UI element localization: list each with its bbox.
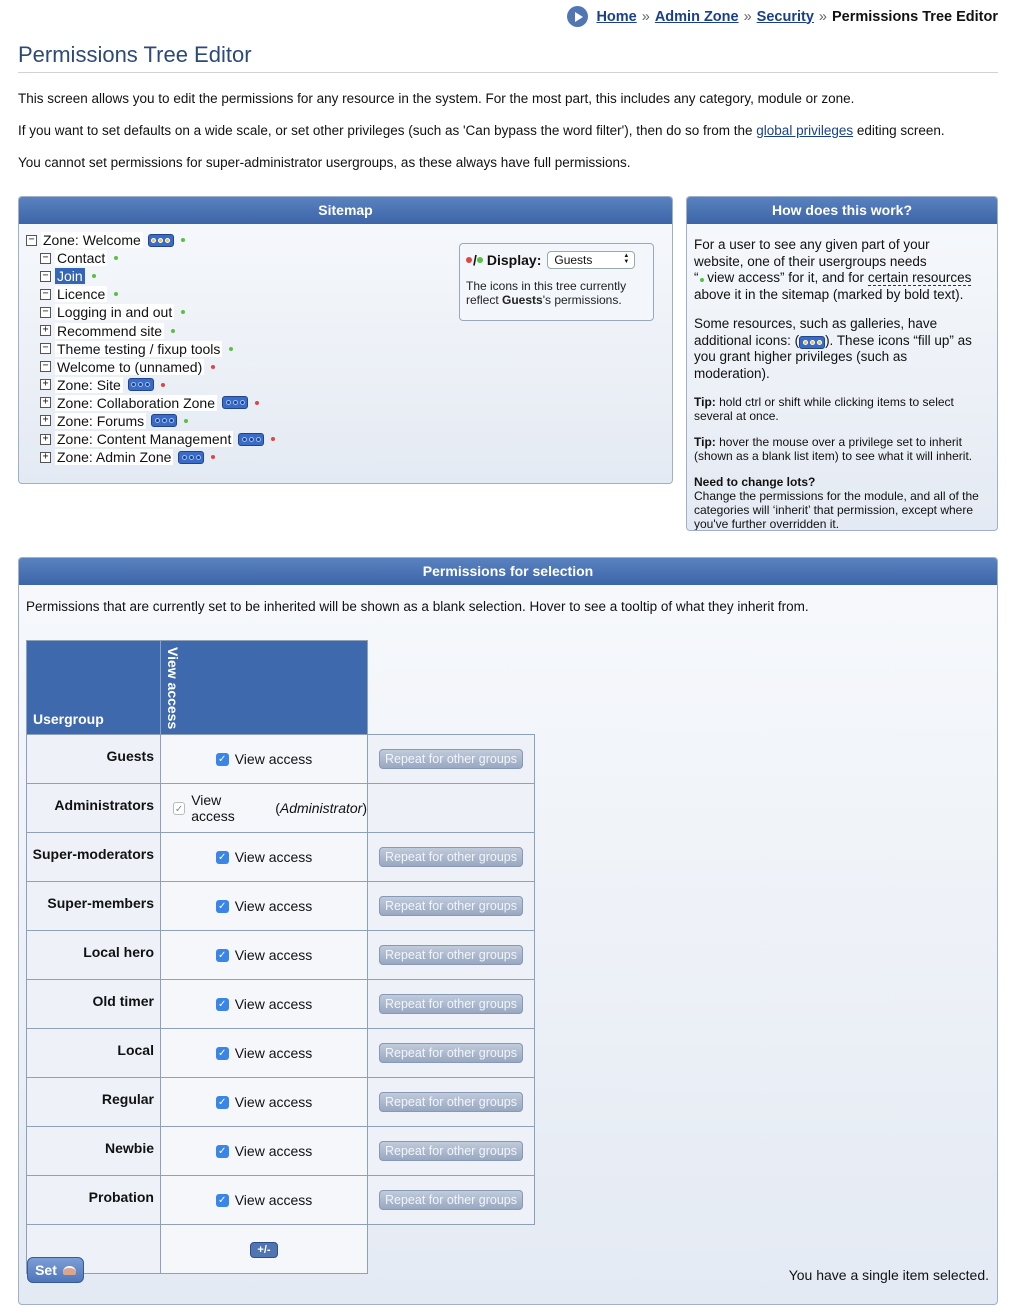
repeat-for-other-groups-button[interactable]: Repeat for other groups [379,847,523,867]
usergroup-name: Local hero [27,931,161,980]
expand-icon[interactable]: + [40,397,51,408]
table-row [27,882,535,931]
collapse-icon[interactable]: − [40,271,51,282]
usergroup-name: Regular [27,1078,161,1127]
view-access-cell [161,833,368,882]
sitemap-title: Sitemap [19,197,672,224]
view-access-cell [161,735,368,784]
breadcrumb-security-link[interactable]: Security [756,8,814,25]
checkbox[interactable]: ✓ [216,1096,229,1109]
repeat-cell [368,1127,535,1176]
usergroup-name: Guests [27,735,161,784]
sitemap-node[interactable] [26,321,275,339]
sitemap-node[interactable] [26,448,275,466]
sitemap-node-label[interactable]: Zone: Forums [57,412,145,429]
help-text: above it in the sitemap (marked by bold text). [694,286,964,302]
privilege-badge-icon [238,433,264,446]
table-row [27,1176,535,1225]
sitemap-node-label[interactable]: Logging in and out [57,304,173,321]
repeat-for-other-groups-button[interactable]: Repeat for other groups [379,1190,523,1210]
help-paragraph [694,316,979,382]
help-lots [694,475,979,531]
help-text: hover the mouse over a privilege set to inherit (shown as a blank list item) to see what it will inherit. [694,435,973,463]
checkbox[interactable]: ✓ [216,851,229,864]
collapse-icon[interactable]: − [40,289,51,300]
privilege-badge-icon [178,451,204,464]
expand-icon[interactable]: + [40,379,51,390]
sitemap-node[interactable] [26,358,275,376]
sitemap-node[interactable] [26,249,275,267]
sitemap-node[interactable] [26,285,275,303]
collapse-icon[interactable]: − [40,361,51,372]
empty-header [368,641,535,735]
table-row [27,980,535,1029]
green-dot-icon [92,274,96,278]
repeat-for-other-groups-button[interactable]: Repeat for other groups [379,1043,523,1063]
footer-cell [368,1225,535,1274]
red-dot-icon [255,401,259,405]
display-note-group: Guests [502,293,543,307]
display-note-text: The icons in this tree currently reflect [466,279,627,307]
view-access-cell [161,1078,368,1127]
help-text: ). These icons “fill up” as you grant higher privileges (such as moderation). [694,332,972,381]
help-panel [686,196,998,531]
repeat-cell-empty [368,784,535,833]
sitemap-node-label[interactable]: Zone: Admin Zone [57,449,172,466]
permissions-panel [18,557,998,1305]
expand-icon[interactable]: + [40,434,51,445]
help-paragraph [694,237,979,303]
display-box: / Display: Guests ▲ ▼ The icons in this tree currently reflect Guests's permissions. [459,243,654,321]
breadcrumb-admin-zone-link[interactable]: Admin Zone [654,8,739,25]
checkbox-disabled: ✓ [174,803,184,815]
view-access-label: View access [234,751,313,767]
sitemap-node[interactable] [26,412,275,430]
view-access-cell [161,784,368,833]
page-title: Permissions Tree Editor [18,42,998,73]
view-access-cell [161,1176,368,1225]
repeat-cell [368,833,535,882]
usergroup-name: Administrators [27,784,161,833]
sitemap-node[interactable] [26,394,275,412]
repeat-cell [368,931,535,980]
usergroup-header: Usergroup [27,641,161,735]
red-dot-icon [211,455,215,459]
intro-text: This screen allows you to edit the permissions for any resource in the system. For the most part, this includes any category, module or zone. [18,91,855,106]
view-access-header-label: View access [165,647,181,730]
breadcrumb-separator: » [818,8,827,25]
view-access-label: View access [234,1143,313,1159]
footer-cell [161,1225,368,1274]
usergroup-name: Probation [27,1176,161,1225]
set-button[interactable] [27,1257,84,1283]
expand-icon[interactable]: + [40,452,51,463]
view-access-cell [161,931,368,980]
green-dot-icon [171,329,175,333]
intro-text-part: If you want to set defaults on a wide scale, or set other privileges (such as 'Can bypass the word filter'), then do so from the [18,123,757,138]
sitemap-node[interactable] [26,376,275,394]
green-dot-icon [181,310,185,314]
sitemap-node-label[interactable]: Contact [57,250,106,267]
help-content [694,237,979,531]
help-text: “ [694,270,699,285]
display-usergroup-select[interactable]: Guests ▲ ▼ [547,251,635,269]
intro-text-part: editing screen. [853,123,945,138]
red-dot-icon [466,257,472,263]
table-row [27,1029,535,1078]
sitemap-node-label[interactable]: Recommend site [57,322,163,339]
view-access-cell [161,980,368,1029]
help-text: view access” for it, and for [703,270,868,285]
intro-text-global [18,123,945,138]
repeat-for-other-groups-button[interactable]: Repeat for other groups [379,994,523,1014]
permissions-title: Permissions for selection [19,558,997,585]
checkbox[interactable]: ✓ [216,1047,229,1060]
checkbox[interactable]: ✓ [216,949,229,962]
green-dot-icon [181,238,185,242]
sitemap-node[interactable] [26,340,275,358]
privilege-badge-icon [222,396,248,409]
green-dot-icon [184,419,188,423]
breadcrumb-home-link[interactable]: Home [596,8,637,25]
green-dot-icon [229,347,233,351]
set-button-label: Set [35,1262,57,1278]
view-access-label: View access [234,996,313,1012]
sitemap-node[interactable] [26,303,275,321]
sitemap-node-label[interactable]: Licence [57,286,106,303]
sitemap-node[interactable] [26,430,275,448]
help-text: For a user to see any given part of your website, one of their usergroups needs [694,237,930,269]
table-row [27,833,535,882]
play-icon [567,6,588,27]
red-dot-icon [161,383,165,387]
checkbox[interactable]: ✓ [216,1194,229,1207]
privilege-badge-icon [128,378,154,391]
privilege-badge-icon [148,234,174,247]
breadcrumb-separator: » [743,8,752,25]
expand-icon[interactable]: + [40,325,51,336]
privilege-badge-icon [799,336,825,349]
view-access-label: View access [234,898,313,914]
tip-label: Tip: [694,435,716,449]
help-title: How does this work? [687,197,997,224]
sitemap-node-label[interactable]: Join [57,268,83,285]
view-access-header [161,641,368,735]
help-text: Some resources, such as galleries, have additional icons: ( [694,316,938,348]
table-row [27,1127,535,1176]
repeat-cell [368,1176,535,1225]
checkbox[interactable]: ✓ [216,753,229,766]
checkbox[interactable]: ✓ [216,998,229,1011]
view-access-label: View access [191,792,235,824]
view-access-label: View access [234,947,313,963]
sitemap-node-label[interactable]: Theme testing / fixup tools [57,340,221,357]
usergroup-name: Super-members [27,882,161,931]
breadcrumb-separator: » [641,8,650,25]
help-text: hold ctrl or shift while clicking items to select several at once. [694,395,954,423]
sitemap-node-label[interactable]: Zone: Site [57,376,121,393]
view-access-label: View access [234,1094,313,1110]
red-dot-icon [271,437,275,441]
collapse-icon[interactable]: − [26,235,37,246]
global-privileges-link[interactable]: global privileges [756,123,854,138]
help-tip [694,395,979,423]
sitemap-tree[interactable] [26,231,275,466]
display-note-text: 's permissions. [542,293,622,307]
repeat-cell [368,735,535,784]
tip-label: Tip: [694,395,716,409]
usergroup-name: Newbie [27,1127,161,1176]
view-access-label: View access [234,849,313,865]
view-access-cell [161,1029,368,1078]
usergroup-name: Super-moderators [27,833,161,882]
collapse-icon[interactable]: − [40,253,51,264]
table-row [27,931,535,980]
breadcrumb [567,6,998,27]
table-row [27,735,535,784]
breadcrumb-current: Permissions Tree Editor [831,8,998,25]
help-tip [694,435,979,463]
repeat-for-other-groups-button[interactable]: Repeat for other groups [379,1092,523,1112]
sitemap-node[interactable] [26,267,275,285]
view-access-label: View access [234,1045,313,1061]
usergroup-name: Local [27,1029,161,1078]
permissions-table [26,640,535,1274]
display-note [466,279,647,307]
sitemap-node-label[interactable]: Zone: Welcome [43,232,141,249]
repeat-cell [368,1029,535,1078]
sitemap-panel [18,196,673,484]
green-dot-icon [114,292,118,296]
permissions-note: Permissions that are currently set to be inherited will be shown as a blank selection. Hover to see a tooltip of what they inherit from. [26,599,809,614]
repeat-cell [368,980,535,1029]
green-dot-icon [114,256,118,260]
repeat-for-other-groups-button[interactable]: Repeat for other groups [379,896,523,916]
repeat-for-other-groups-button[interactable]: Repeat for other groups [379,945,523,965]
repeat-cell [368,1078,535,1127]
lock-icon [63,1266,76,1275]
checkbox[interactable]: ✓ [216,900,229,913]
repeat-cell [368,882,535,931]
admin-note: (Administrator) [275,800,367,816]
toggle-all-button[interactable]: +/- [250,1242,277,1258]
display-label: Display: [486,252,542,268]
certain-resources-tooltip[interactable]: certain resources [867,270,972,285]
sitemap-node-label[interactable]: Zone: Content Management [57,431,232,448]
usergroup-name: Old timer [27,980,161,1029]
green-dot-icon [477,257,483,263]
intro-text-superadmin: You cannot set permissions for super-administrator usergroups, as these always have full permissions. [18,155,631,170]
admin-note-text: Administrator [279,800,363,816]
collapse-icon[interactable]: − [40,343,51,354]
repeat-for-other-groups-button[interactable]: Repeat for other groups [379,1141,523,1161]
view-access-cell [161,882,368,931]
sitemap-node-label[interactable]: Zone: Collaboration Zone [57,394,215,411]
lots-title: Need to change lots? [694,475,816,489]
checkbox[interactable]: ✓ [216,1145,229,1158]
repeat-for-other-groups-button[interactable]: Repeat for other groups [379,749,523,769]
sitemap-node-label[interactable]: Welcome to (unnamed) [57,358,203,375]
view-access-label: View access [234,1192,313,1208]
table-row [27,784,535,833]
expand-icon[interactable]: + [40,415,51,426]
table-row [27,1078,535,1127]
selection-status: You have a single item selected. [788,1267,989,1283]
red-dot-icon [211,365,215,369]
help-text: Change the permissions for the module, and all of the categories will ‘inherit’ that permission, except where you've further overridden it. [694,489,979,531]
collapse-icon[interactable]: − [40,307,51,318]
view-access-cell [161,1127,368,1176]
privilege-badge-icon [151,414,177,427]
sitemap-node[interactable] [26,231,275,249]
